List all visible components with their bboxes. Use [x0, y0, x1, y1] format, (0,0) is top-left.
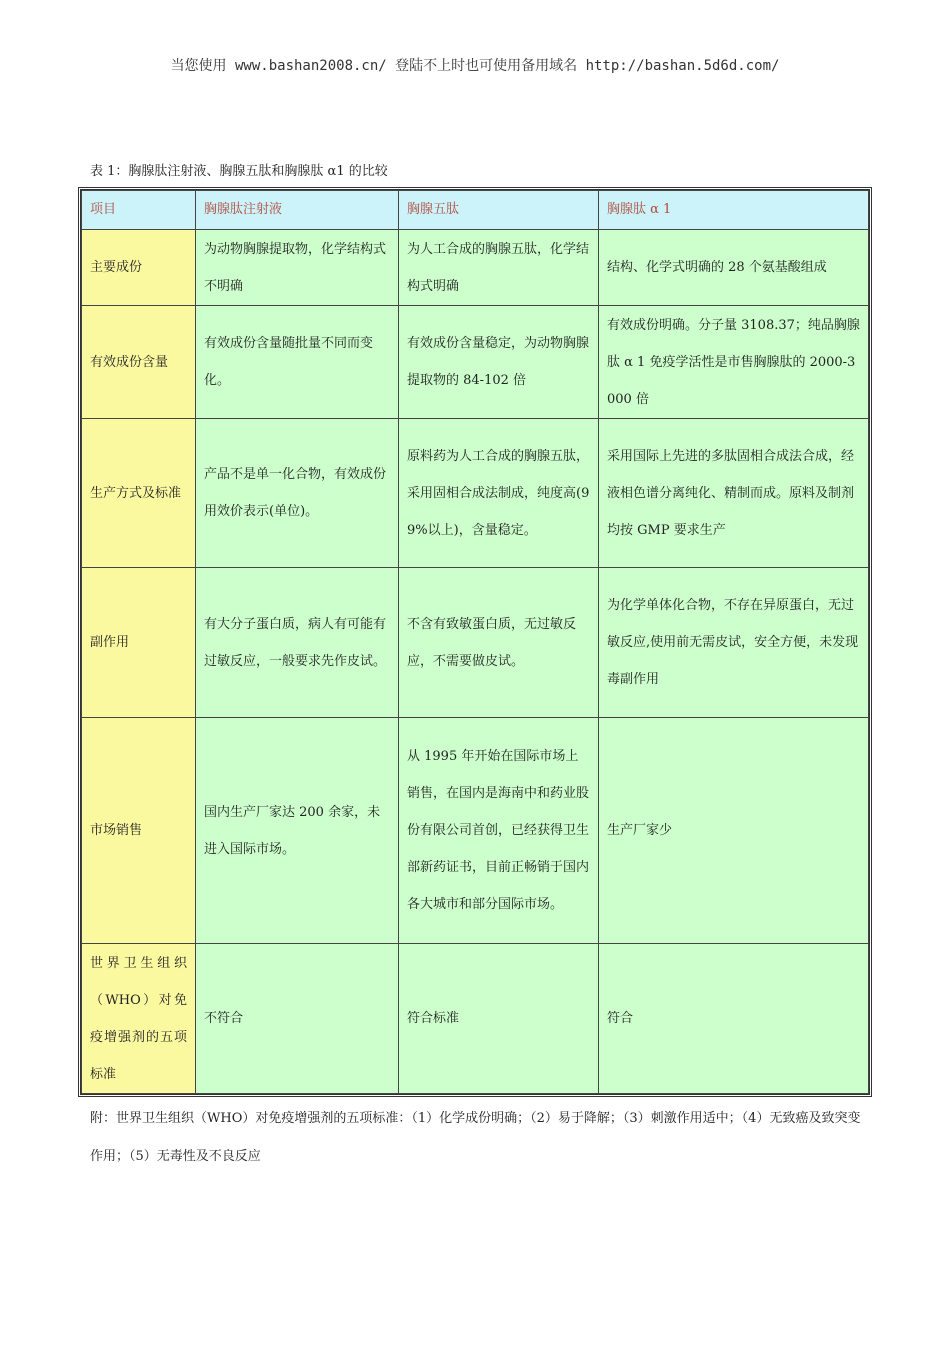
row-label: 生产方式及标准 — [82, 419, 196, 568]
table-cell: 不含有致敏蛋白质，无过敏反应，不需要做皮试。 — [399, 568, 599, 718]
header-cell: 胸腺肽注射液 — [196, 191, 399, 230]
table-cell: 符合 — [599, 944, 869, 1094]
row-label: 世界卫生组织（WHO）对免疫增强剂的五项标准 — [82, 944, 196, 1094]
page-banner: 当您使用 www.bashan2008.cn/ 登陆不上时也可使用备用域名 http://bashan.5d6d.com/ — [170, 58, 780, 74]
table-cell: 有效成份明确。分子量 3108.37；纯品胸腺肽 α 1 免疫学活性是市售胸腺肽的 2000-3000 倍 — [599, 306, 869, 419]
table-row — [82, 718, 869, 944]
row-label: 市场销售 — [82, 718, 196, 944]
table-cell: 有大分子蛋白质，病人有可能有过敏反应，一般要求先作皮试。 — [196, 568, 399, 718]
table-cell: 结构、化学式明确的 28 个氨基酸组成 — [599, 230, 869, 306]
header-cell: 胸腺肽 α 1 — [599, 191, 869, 230]
table-cell: 为化学单体化合物，不存在异原蛋白，无过敏反应,使用前无需皮试，安全方便，未发现毒副作用 — [599, 568, 869, 718]
table-cell: 有效成份含量随批量不同而变化。 — [196, 306, 399, 419]
row-label: 主要成份 — [82, 230, 196, 306]
table-cell: 产品不是单一化合物，有效成份用效价表示(单位)。 — [196, 419, 399, 568]
table-cell: 国内生产厂家达 200 余家，未进入国际市场。 — [196, 718, 399, 944]
table-cell: 为动物胸腺提取物，化学结构式不明确 — [196, 230, 399, 306]
table-row — [82, 944, 869, 1094]
table-header-row — [82, 191, 869, 230]
table-cell: 生产厂家少 — [599, 718, 869, 944]
table-caption: 表 1：胸腺肽注射液、胸腺五肽和胸腺肽 α1 的比较 — [90, 164, 388, 179]
table-cell: 从 1995 年开始在国际市场上销售，在国内是海南中和药业股份有限公司首创，已经获得卫生部新药证书，目前正畅销于国内各大城市和部分国际市场。 — [399, 718, 599, 944]
table-cell: 有效成份含量稳定，为动物胸腺提取物的 84-102 倍 — [399, 306, 599, 419]
table-row — [82, 419, 869, 568]
table-cell: 采用国际上先进的多肽固相合成法合成，经液相色谱分离纯化、精制而成。原料及制剂均按 GMP 要求生产 — [599, 419, 869, 568]
comparison-table — [78, 187, 872, 1097]
table-cell: 符合标准 — [399, 944, 599, 1094]
table-row — [82, 306, 869, 419]
table-row — [82, 230, 869, 306]
footnote: 附：世界卫生组织（WHO）对免疫增强剂的五项标准：（1）化学成份明确；（2）易于降解；（3）刺激作用适中；（4）无致癌及致突变作用；（5）无毒性及不良反应 — [90, 1111, 861, 1164]
header-cell: 项目 — [82, 191, 196, 230]
table-cell: 为人工合成的胸腺五肽，化学结构式明确 — [399, 230, 599, 306]
table-cell: 不符合 — [196, 944, 399, 1094]
table-row — [82, 568, 869, 718]
table-cell: 原料药为人工合成的胸腺五肽，采用固相合成法制成，纯度高(99%以上)，含量稳定。 — [399, 419, 599, 568]
header-cell: 胸腺五肽 — [399, 191, 599, 230]
row-label: 有效成份含量 — [82, 306, 196, 419]
row-label: 副作用 — [82, 568, 196, 718]
